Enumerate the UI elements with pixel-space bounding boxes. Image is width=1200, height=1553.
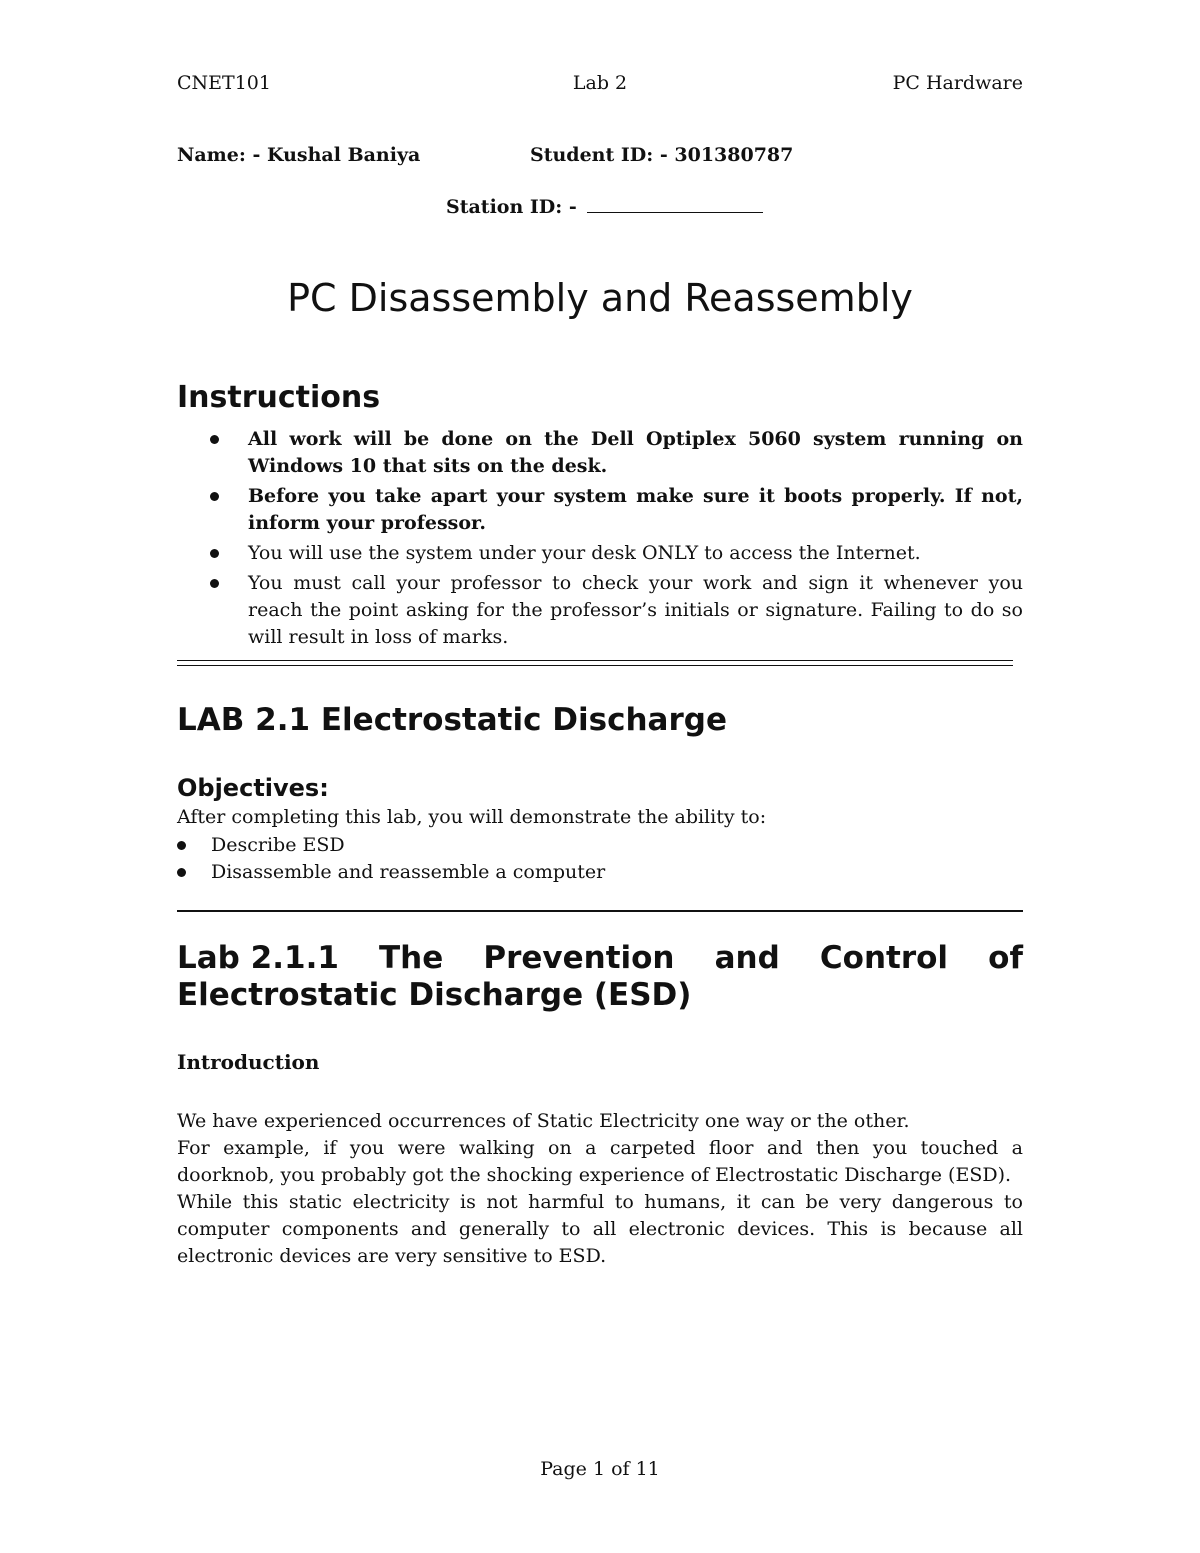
list-item-text: All work will be done on the Dell Optiplex 5060 system running on Windows 10 that sits on the desk. bbox=[248, 428, 1023, 477]
list-item bbox=[210, 426, 1023, 480]
page-header bbox=[177, 72, 1023, 98]
section-divider bbox=[177, 910, 1023, 912]
paragraph: For example, if you were walking on a carpeted floor and then you touched a doorknob, you probably got the shocking experience of Electrostatic Discharge (ESD). bbox=[177, 1137, 1023, 1186]
student-id: Student ID: - 301380787 bbox=[530, 144, 794, 166]
station-id bbox=[446, 194, 763, 218]
heading-word: and bbox=[714, 940, 780, 976]
bullet-icon bbox=[210, 579, 219, 588]
objectives-intro: After completing this lab, you will demonstrate the ability to: bbox=[177, 806, 767, 828]
station-id-label: Station ID: - bbox=[446, 196, 577, 218]
bullet-icon bbox=[210, 435, 219, 444]
header-course: CNET101 bbox=[177, 72, 271, 94]
station-id-blank bbox=[587, 194, 763, 213]
list-item bbox=[210, 570, 1023, 651]
list-item bbox=[210, 540, 1023, 567]
list-item-text: Describe ESD bbox=[211, 834, 345, 856]
section-divider-double bbox=[177, 660, 1013, 666]
objectives-list bbox=[177, 832, 605, 886]
list-item-text: Disassemble and reassemble a computer bbox=[211, 861, 606, 883]
lab-2-1-1-heading bbox=[177, 940, 1023, 1014]
heading-word: Lab 2.1.1 bbox=[177, 940, 339, 976]
list-item-text: You will use the system under your desk ONLY to access the Internet. bbox=[248, 542, 921, 564]
heading-word: Prevention bbox=[483, 940, 675, 976]
heading-word: of bbox=[988, 940, 1023, 976]
lab-2-1-1-heading-line1 bbox=[177, 940, 1023, 977]
header-lab: Lab 2 bbox=[572, 72, 628, 94]
list-item bbox=[210, 483, 1023, 537]
heading-word: The bbox=[379, 940, 444, 976]
lab-2-1-heading: LAB 2.1 Electrostatic Discharge bbox=[177, 702, 727, 738]
introduction-heading: Introduction bbox=[177, 1050, 320, 1074]
header-subject: PC Hardware bbox=[892, 72, 1023, 94]
page-footer: Page 1 of 11 bbox=[540, 1458, 660, 1480]
bullet-icon bbox=[177, 868, 186, 877]
instructions-list bbox=[210, 426, 1023, 651]
paragraph: We have experienced occurrences of Static Electricity one way or the other. bbox=[177, 1110, 910, 1132]
document-title: PC Disassembly and Reassembly bbox=[287, 276, 913, 320]
instructions-heading: Instructions bbox=[177, 380, 381, 415]
heading-word: Control bbox=[819, 940, 949, 976]
list-item bbox=[177, 859, 605, 886]
list-item bbox=[177, 832, 605, 859]
bullet-icon bbox=[177, 841, 186, 850]
list-item-text: You must call your professor to check your work and sign it whenever you reach the point asking for the professor’s initials or signature. Failing to do so will result in loss of marks. bbox=[248, 572, 1023, 648]
objectives-heading: Objectives: bbox=[177, 774, 329, 802]
introduction-body bbox=[177, 1108, 1023, 1270]
list-item-text: Before you take apart your system make sure it boots properly. If not, inform your professor. bbox=[248, 485, 1023, 534]
bullet-icon bbox=[210, 549, 219, 558]
student-name: Name: - Kushal Baniya bbox=[177, 144, 421, 166]
lab-2-1-1-heading-line2: Electrostatic Discharge (ESD) bbox=[177, 977, 692, 1013]
paragraph: While this static electricity is not harmful to humans, it can be very dangerous to computer components and generally to all electronic devices. This is because all electronic devices are very sensitive to ESD. bbox=[177, 1191, 1023, 1267]
bullet-icon bbox=[210, 492, 219, 501]
